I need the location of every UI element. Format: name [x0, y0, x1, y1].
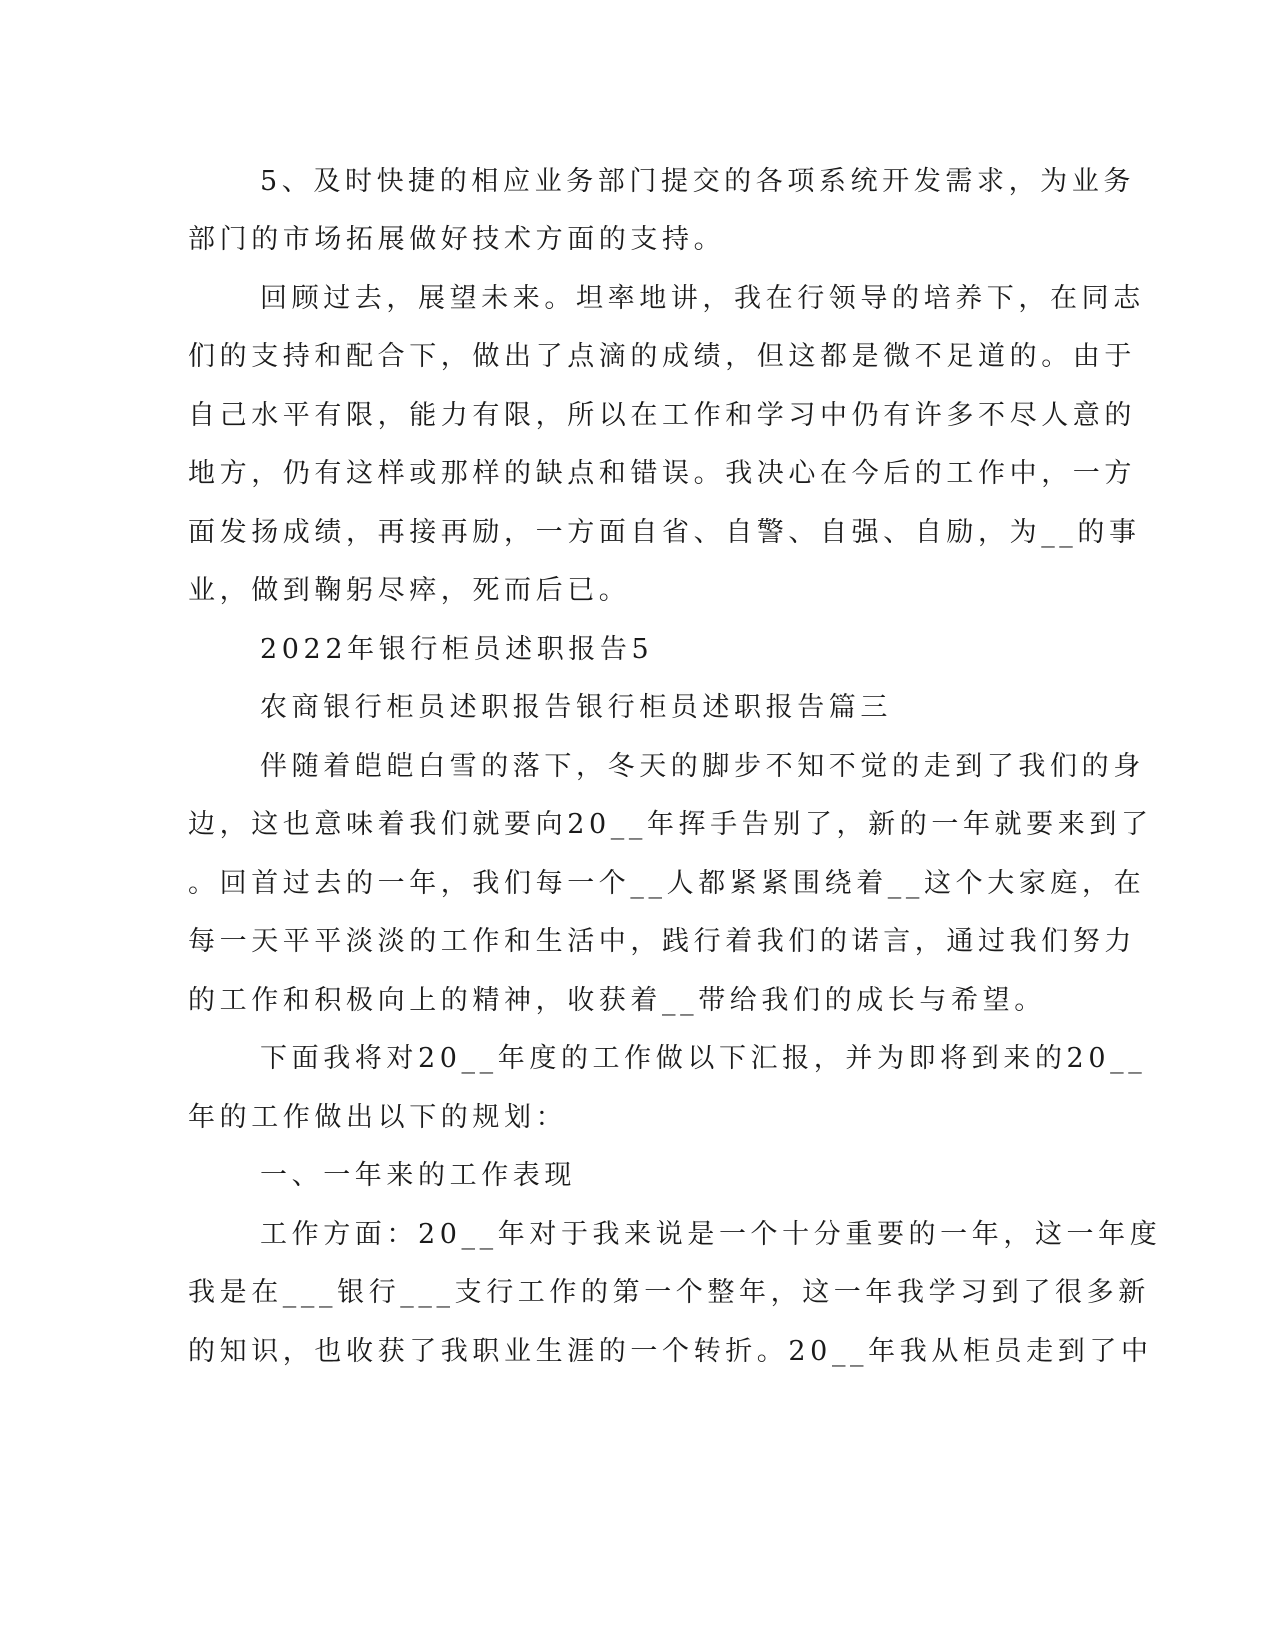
paragraph-line: 年的工作做出以下的规划： [188, 1102, 568, 1133]
paragraph-line: 的知识，也收获了我职业生涯的一个转折。20__年我从柜员走到了中 [188, 1336, 1153, 1367]
paragraph-line: 5、及时快捷的相应业务部门提交的各项系统开发需求，为业务 [260, 166, 1135, 197]
section-subtitle: 农商银行柜员述职报告银行柜员述职报告篇三 [260, 692, 892, 723]
paragraph-line: 每一天平平淡淡的工作和生活中，践行着我们的诺言，通过我们努力 [188, 926, 1136, 957]
paragraph-line: 自己水平有限，能力有限，所以在工作和学习中仍有许多不尽人意的 [188, 400, 1136, 431]
paragraph-line: 回顾过去，展望未来。坦率地讲，我在行领导的培养下，在同志 [260, 283, 1145, 314]
paragraph-line: 下面我将对20__年度的工作做以下汇报，并为即将到来的20__ [260, 1043, 1147, 1074]
section-heading: 一、一年来的工作表现 [260, 1160, 576, 1191]
paragraph-line: 面发扬成绩，再接再励，一方面自省、自警、自强、自励，为__的事 [188, 517, 1141, 548]
paragraph-line: 业，做到鞠躬尽瘁，死而后已。 [188, 575, 631, 606]
paragraph-line: 们的支持和配合下，做出了点滴的成绩，但这都是微不足道的。由于 [188, 341, 1136, 372]
paragraph-line: 伴随着皑皑白雪的落下，冬天的脚步不知不觉的走到了我们的身 [260, 751, 1145, 782]
paragraph-line: 的工作和积极向上的精神，收获着__带给我们的成长与希望。 [188, 985, 1046, 1016]
paragraph-line: 工作方面：20__年对于我来说是一个十分重要的一年，这一年度 [260, 1219, 1162, 1250]
paragraph-line: 边，这也意味着我们就要向20__年挥手告别了，新的一年就要来到了 [188, 809, 1153, 840]
paragraph-line: 地方，仍有这样或那样的缺点和错误。我决心在今后的工作中，一方 [188, 458, 1136, 489]
section-heading: 2022年银行柜员述职报告5 [260, 634, 654, 665]
paragraph-line: 我是在___银行___支行工作的第一个整年，这一年我学习到了很多新 [188, 1277, 1150, 1308]
paragraph-line: 。回首过去的一年，我们每一个__人都紧紧围绕着__这个大家庭，在 [188, 868, 1146, 899]
paragraph-line: 部门的市场拓展做好技术方面的支持。 [188, 224, 726, 255]
